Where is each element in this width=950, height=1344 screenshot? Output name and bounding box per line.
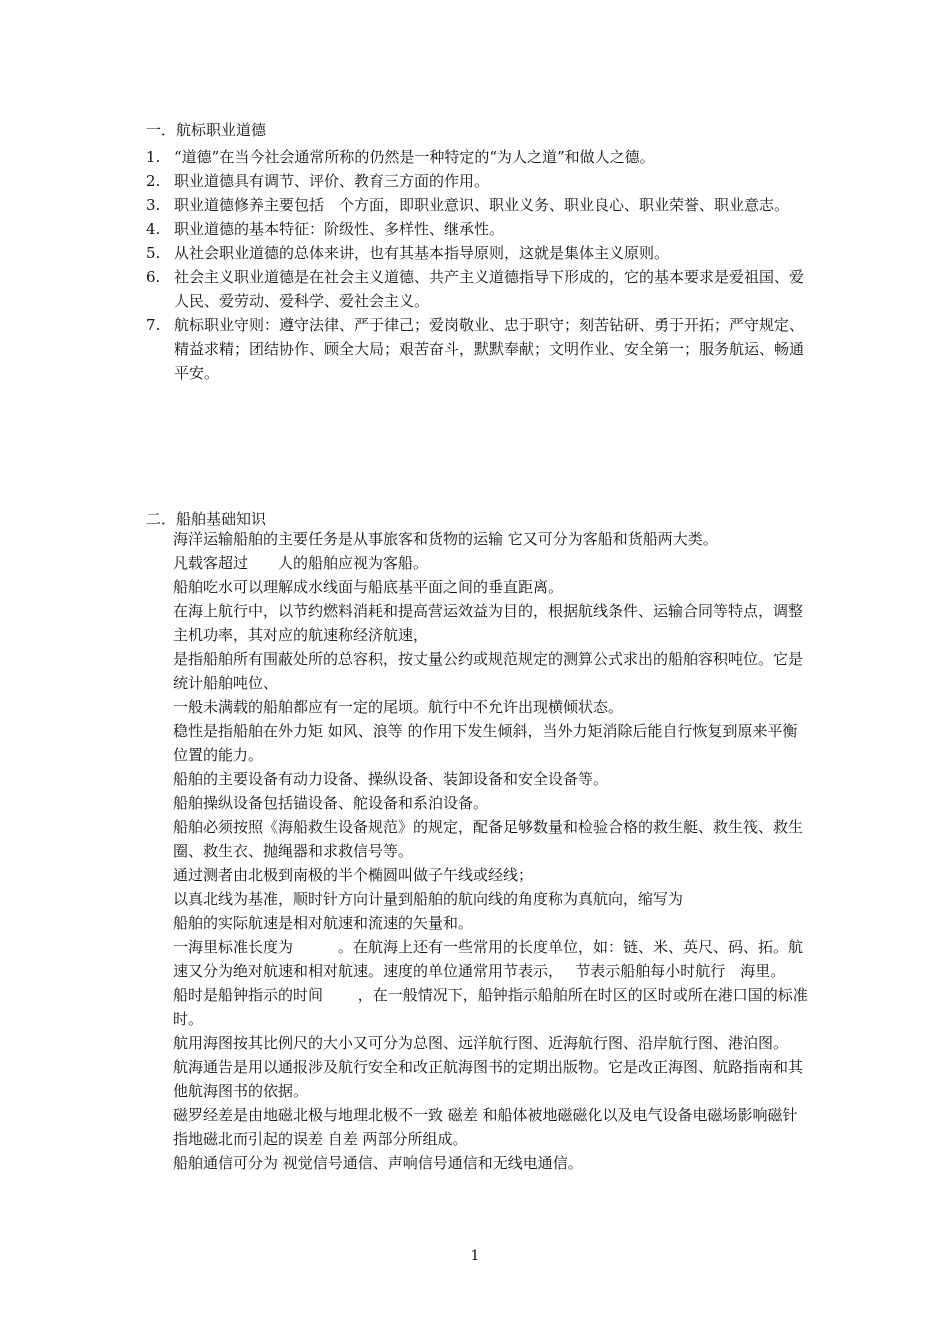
paragraph: 船舶的主要设备有动力设备、操纵设备、装卸设备和安全设备等。 (173, 770, 609, 788)
list-item-text: 航标职业守则：遵守法律、严于律己；爱岗敬业、忠于职守；刻苦钻研、勇于开拓；严守规定、精益求精；团结协作、顾全大局；艰苦奋斗，默默奉献；文明作业、安全第一；服务航运、畅通平安。 (174, 316, 805, 382)
paragraph: 凡载客超过 人的船舶应视为客船。 (173, 554, 429, 572)
list-item-number: 1. (146, 148, 161, 166)
list-item (146, 241, 810, 265)
list-item (146, 265, 810, 313)
paragraph: 船舶吃水可以理解成水线面与船底基平面之间的垂直距离。 (173, 578, 564, 596)
list-item-number: 7. (146, 316, 161, 334)
list-item-number: 6. (146, 268, 161, 286)
section-1-title: 一．航标职业道德 (146, 121, 267, 139)
page-number: 1 (470, 1248, 480, 1264)
list-item (146, 217, 810, 241)
section-2-title: 二．船舶基础知识 (146, 510, 267, 528)
list-item-number: 2. (146, 172, 161, 190)
paragraph: 船舶必须按照《海船救生设备规范》的规定，配备足够数量和检验合格的救生艇、救生筏、救生圈、救生衣、抛绳器和求救信号等。 (173, 818, 804, 860)
list-item-number: 5. (146, 244, 161, 262)
paragraph: 船时是船钟指示的时间 ，在一般情况下，船钟指示船舶所在时区的区时或所在港口国的标准时。 (173, 986, 808, 1028)
paragraph: 磁罗经差是由地磁北极与地理北极不一致 磁差 和船体被地磁磁化以及电气设备电磁场影响磁针指地磁北而引起的误差 自差 两部分所组成。 (173, 1106, 798, 1148)
paragraph: 船舶操纵设备包括锚设备、舵设备和系泊设备。 (173, 794, 489, 812)
paragraph: 一般未满载的船舶都应有一定的尾顷。航行中不允许出现横倾状态。 (173, 698, 624, 716)
list-item (146, 313, 810, 385)
list-item-text: 职业道德的基本特征：阶级性、多样性、继承性。 (174, 220, 505, 238)
paragraph: 航用海图按其比例尺的大小又可分为总图、远洋航行图、近海航行图、沿岸航行图、港泊图。 (173, 1034, 789, 1052)
paragraph: 以真北线为基准，顺时针方向计量到船舶的航向线的角度称为真航向，缩写为 (173, 890, 684, 908)
list-item (146, 169, 810, 193)
paragraph: 船舶的实际航速是相对航速和流速的矢量和。 (173, 914, 474, 932)
list-item-text: 从社会职业道德的总体来讲，也有其基本指导原则，这就是集体主义原则。 (174, 244, 670, 262)
paragraph: 稳性是指船舶在外力矩 如风、浪等 的作用下发生倾斜，当外力矩消除后能自行恢复到原来平衡位置的能力。 (173, 722, 798, 764)
list-item (146, 145, 810, 169)
list-item-number: 3. (146, 196, 161, 214)
paragraph: 航海通告是用以通报涉及航行安全和改正航海图书的定期出版物。它是改正海图、航路指南和其他航海图书的依据。 (173, 1058, 804, 1100)
list-item-text: 社会主义职业道德是在社会主义道德、共产主义道德指导下形成的，它的基本要求是爱祖国、爱人民、爱劳动、爱科学、爱社会主义。 (174, 268, 805, 310)
section-2-body (173, 527, 810, 1175)
paragraph: 是指船舶所有围蔽处所的总容积，按丈量公约或规范规定的测算公式求出的船舶容积吨位。它是统计船舶吨位、 (173, 650, 804, 692)
paragraph: 海洋运输船舶的主要任务是从事旅客和货物的运输 它又可分为客船和货船两大类。 (173, 530, 718, 548)
paragraph: 在海上航行中，以节约燃料消耗和提高营运效益为目的，根据航线条件、运输合同等特点，调整主机功率，其对应的航速称经济航速， (173, 602, 804, 644)
section-1-list (146, 145, 810, 385)
list-item (146, 193, 810, 217)
paragraph: 船舶通信可分为 视觉信号通信、声响信号通信和无线电通信。 (173, 1154, 583, 1172)
paragraph: 一海里标准长度为 。在航海上还有一些常用的长度单位，如：链、米、英尺、码、拓。航速又分为绝对航速和相对航速。速度的单位通常用节表示， 节表示船舶每小时航行 海里。 (173, 938, 804, 980)
list-item-text: “道德”在当今社会通常所称的仍然是一种特定的“为人之道”和做人之德。 (174, 148, 655, 166)
list-item-number: 4. (146, 220, 161, 238)
list-item-text: 职业道德具有调节、评价、教育三方面的作用。 (174, 172, 490, 190)
paragraph: 通过测者由北极到南极的半个椭圆叫做子午线或经线； (173, 866, 534, 884)
list-item-text: 职业道德修养主要包括 个方面，即职业意识、职业义务、职业良心、职业荣誉、职业意志。 (174, 196, 790, 214)
